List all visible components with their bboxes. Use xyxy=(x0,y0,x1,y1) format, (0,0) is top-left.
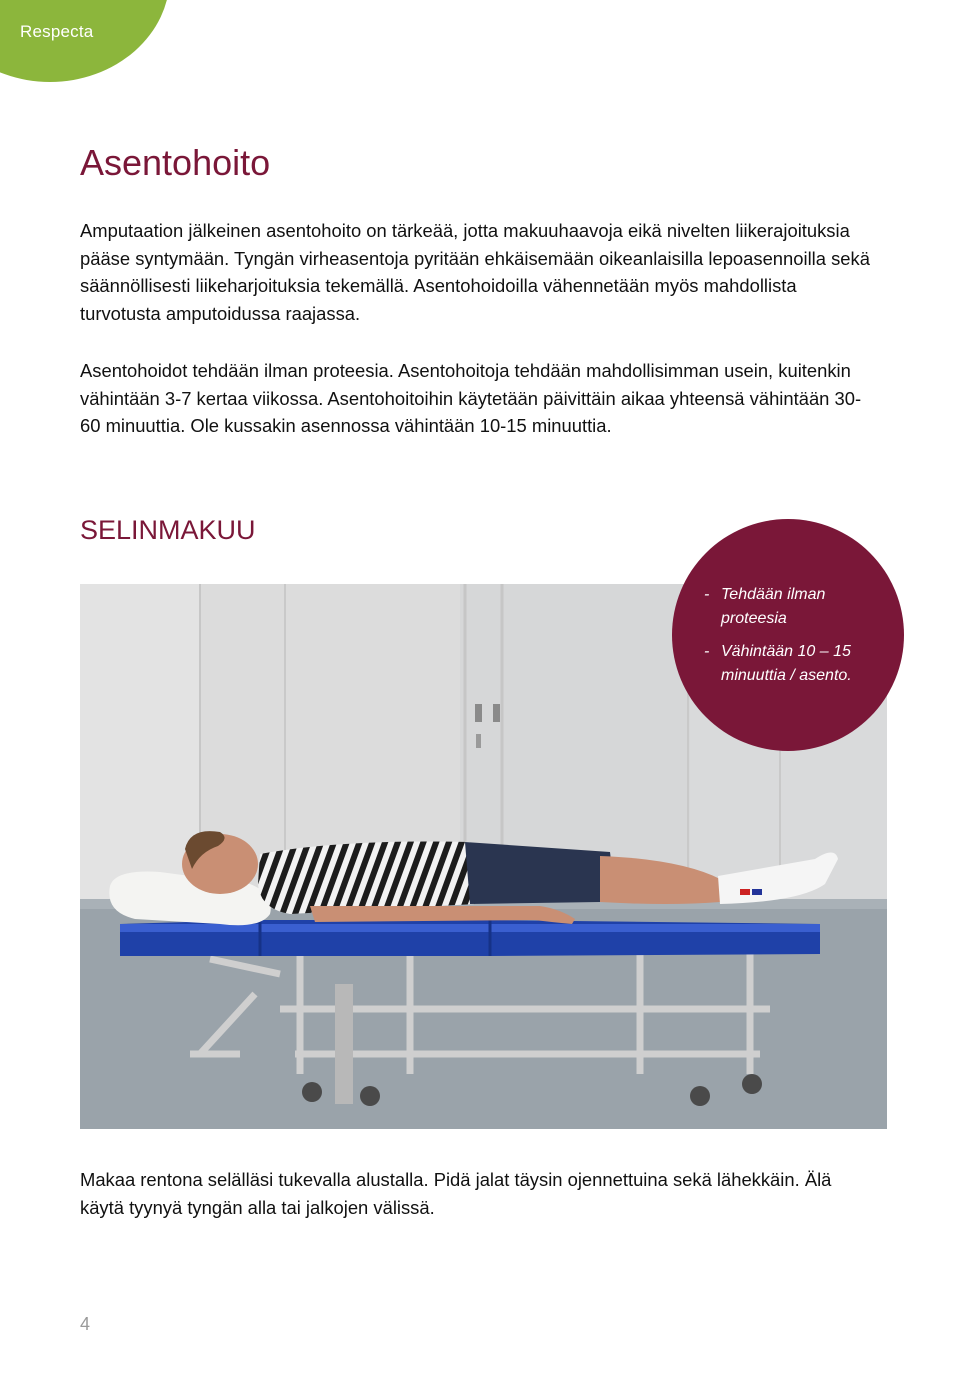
callout-item-text: Vähintään 10 – 15 minuuttia / asento. xyxy=(721,643,852,684)
brand-logo: Respecta xyxy=(20,22,94,41)
callout-bullet: - xyxy=(704,586,710,603)
page-number: 4 xyxy=(80,1314,91,1334)
callout-item-text: Tehdään ilman proteesia xyxy=(721,586,826,627)
page-title: Asentohoito xyxy=(80,142,271,183)
callout-item xyxy=(702,583,887,631)
photo-caption: Makaa rentona selälläsi tukevalla alustalla. Pidä jalat täysin ojennettuina sekä lähekkäin. Älä käytä tyynyä tyngän alla tai jalkojen välissä. xyxy=(80,1169,832,1218)
info-callout xyxy=(672,519,904,751)
callout-list xyxy=(702,583,887,697)
intro-paragraph-2: Asentohoidot tehdään ilman proteesia. Asentohoitoja tehdään mahdollisimman usein, kuitenkin vähintään 3-7 kertaa viikossa. Asentohoitoihin käytetään päivittäin aikaa yhteensä vähintään 30-60 minuuttia. Ole kussakin asennossa vähintään 10-15 minuuttia. xyxy=(80,360,862,436)
callout-bullet: - xyxy=(704,643,710,660)
intro-paragraph-1: Amputaation jälkeinen asentohoito on tärkeää, jotta makuuhaavoja eikä nivelten liikerajoituksia pääse syntymään. Tyngän virheasentoja pyritään ehkäisemään oikeanlaisilla lepoasennoilla sekä säännöllisesti liikeharjoituksia tekemällä. Asentohoidoilla vähennetään myös mahdollista turvotusta amputoidussa raajassa. xyxy=(80,220,870,324)
section-title: SELINMAKUU xyxy=(80,515,256,545)
callout-item xyxy=(702,640,887,688)
